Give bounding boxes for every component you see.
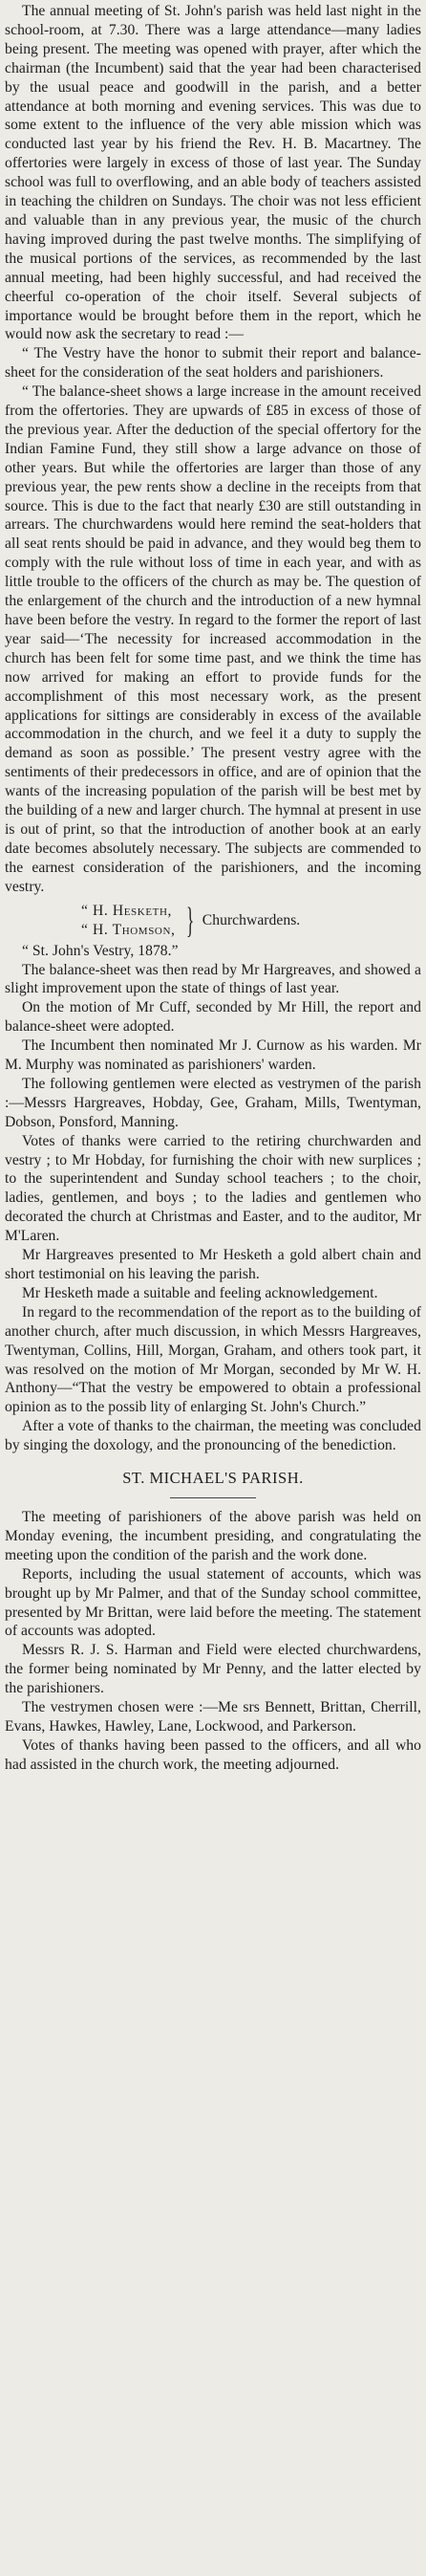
heading-rule (170, 1497, 256, 1498)
paragraph-balance-read: The balance-sheet was then read by Mr Hargreaves, and showed a slight improvement upon the state of things of last year. (5, 961, 421, 997)
st-michaels-report (5, 1508, 421, 1775)
paragraph-presentation: Mr Hargreaves presented to Mr Hesketh a gold albert chain and short testimonial on his leaving the parish. (5, 1247, 421, 1282)
paragraph-opening: The annual meeting of St. John's parish was held last night in the school-room, at 7.30. There was a large attendance—many ladies being present. The meeting was opened with prayer, after which the chairman (the Incumbent) said that the year had been characterised by the usual peace and goodwill in the parish, and a better attendance at both morning and evening services. This was due to some extent to the influence of the very able mission which was conducted last year by his friend the Rev. H. B. Macartney. The offertories were largely in excess of those of last year. The Sunday school was full to overflowing, and an able body of teachers assisted in teaching the children on Sundays. The choir was not less efficient and valuable than in any previous year, the music of the church having improved during the past twelve months. The simplifying of the musical portions of the services, as recommended by the last annual meeting, had been highly successful, and had received the cheerful co-operation of the choir itself. Several subjects of importance would be brought before them in the report, which he would now ask the secretary to read :— (5, 3, 421, 343)
paragraph-wardens: The Incumbent then nominated Mr J. Curnow as his warden. Mr M. Murphy was nominated as parishioners' warden. (5, 1037, 421, 1074)
brace-glyph: } (185, 900, 194, 941)
paragraph-st-michaels-reports: Reports, including the usual statement of accounts, which was brought up by Mr Palmer, and that of the Sunday school committee, presented by Mr Brittan, were laid before the meeting. The statement of accounts was adopted. (5, 1565, 421, 1640)
paragraph-st-michaels-vestrymen: The vestrymen chosen were :—Me srs Bennett, Brittan, Cherrill, Evans, Hawkes, Hawley, Lane, Lockwood, and Parkerson. (5, 1699, 421, 1735)
paragraph-st-michaels-meeting: The meeting of parishioners of the above parish was held on Monday evening, the incumbent presiding, and congratulating the meeting upon the condition of the parish and the work done. (5, 1508, 421, 1563)
paragraph-st-michaels-closing: Votes of thanks having been passed to the officers, and all who had assisted in the church work, the meeting adjourned. (5, 1736, 421, 1773)
dateline: “ St. John's Vestry, 1878.” (22, 942, 179, 959)
signatory-hesketh: “ H. Hesketh, (81, 902, 173, 919)
paragraph-vestry-report-intro: “ The Vestry have the honor to submit their report and balance-sheet for the consideration of the seat holders and parishioners. (5, 345, 421, 382)
paragraph-acknowledgement: Mr Hesketh made a suitable and feeling acknowledgement. (22, 1284, 378, 1301)
st-johns-report (5, 2, 421, 1455)
paragraph-st-michaels-churchwardens: Messrs R. J. S. Harman and Field were elected churchwardens, the former being nominated by Mr Penny, and the latter elected by the parishioners. (5, 1642, 421, 1697)
signatory-role: Churchwardens. (202, 911, 301, 928)
paragraph-vestrymen: The following gentlemen were elected as vestrymen of the parish :—Messrs Hargreaves, Hobday, Gee, Graham, Mills, Twentyman, Dobson, Ponsford, Manning. (5, 1075, 421, 1130)
signature-block (5, 902, 421, 940)
paragraph-closing: After a vote of thanks to the chairman, the meeting was concluded by singing the doxology, and the pronouncing of the benediction. (5, 1418, 421, 1454)
paragraph-report-adopted: On the motion of Mr Cuff, seconded by Mr Hill, the report and balance-sheet were adopted. (5, 999, 421, 1036)
paragraph-new-church: In regard to the recommendation of the report as to the building of another church, after much discussion, in which Messrs Hargreaves, Twentyman, Collins, Hill, Morgan, Graham, and others took part, it was resolved on the motion of Mr Morgan, seconded by Mr W. H. Anthony—“That the vestry be empowered to obtain a professional opinion as to the possib lity of enlarging St. John's Church.” (5, 1303, 421, 1416)
section-heading-st-michaels: ST. MICHAEL'S PARISH. (122, 1469, 304, 1488)
signatory-names (81, 902, 176, 940)
paragraph-votes-of-thanks: Votes of thanks were carried to the retiring churchwarden and vestry ; to Mr Hobday, for furnishing the choir with new surplices ; to the superintendent and Sunday school teachers ; to the choir, ladies, gentlemen, and boys ; to the ladies and gentlemen who decorated the church at Christmas and Easter, and to the auditor, Mr M'Laren. (5, 1132, 421, 1245)
paragraph-balance-sheet: “ The balance-sheet shows a large increase in the amount received from the offertories. They are upwards of £85 in excess of those of the previous year. After the deduction of the special offertory for the Indian Famine Fund, they still show a large advance on those of other years. But while the offertories are larger than those of any previous year, the pew rents show a decline in the receipts from that source. This is due to the fact that nearly £30 are still outstanding in arrears. The churchwardens would here remind the seat-holders that all seat rents should be paid in advance, and they would beg them to comply with the rule without loss of time in each year, and with as little trouble to the officers of the church as may be. The question of the enlargement of the church and the introduction of a new hymnal have been before the vestry. In regard to the former the report of last year said—‘The necessity for increased accommodation in the church has been felt for some time past, and we think the time has now arrived for making an effort to provide funds for the accomplishment of this most necessary work, as the present applications for sittings are considerably in excess of the available accommodation in the church, and we feel it a duty to supply the demand as soon as possible.’ The present vestry agree with the sentiments of their predecessors in office, and are of opinion that the wants of the increasing population of the parish will be best met by the building of a new and larger church. The hymnal at present in use is out of print, so that the introduction of another book at an early date becomes absolutely necessary. The subjects are commended to the earnest consideration of the parishioners, and the incoming vestry. (5, 383, 421, 895)
signatory-thomson: “ H. Thomson, (81, 921, 176, 938)
